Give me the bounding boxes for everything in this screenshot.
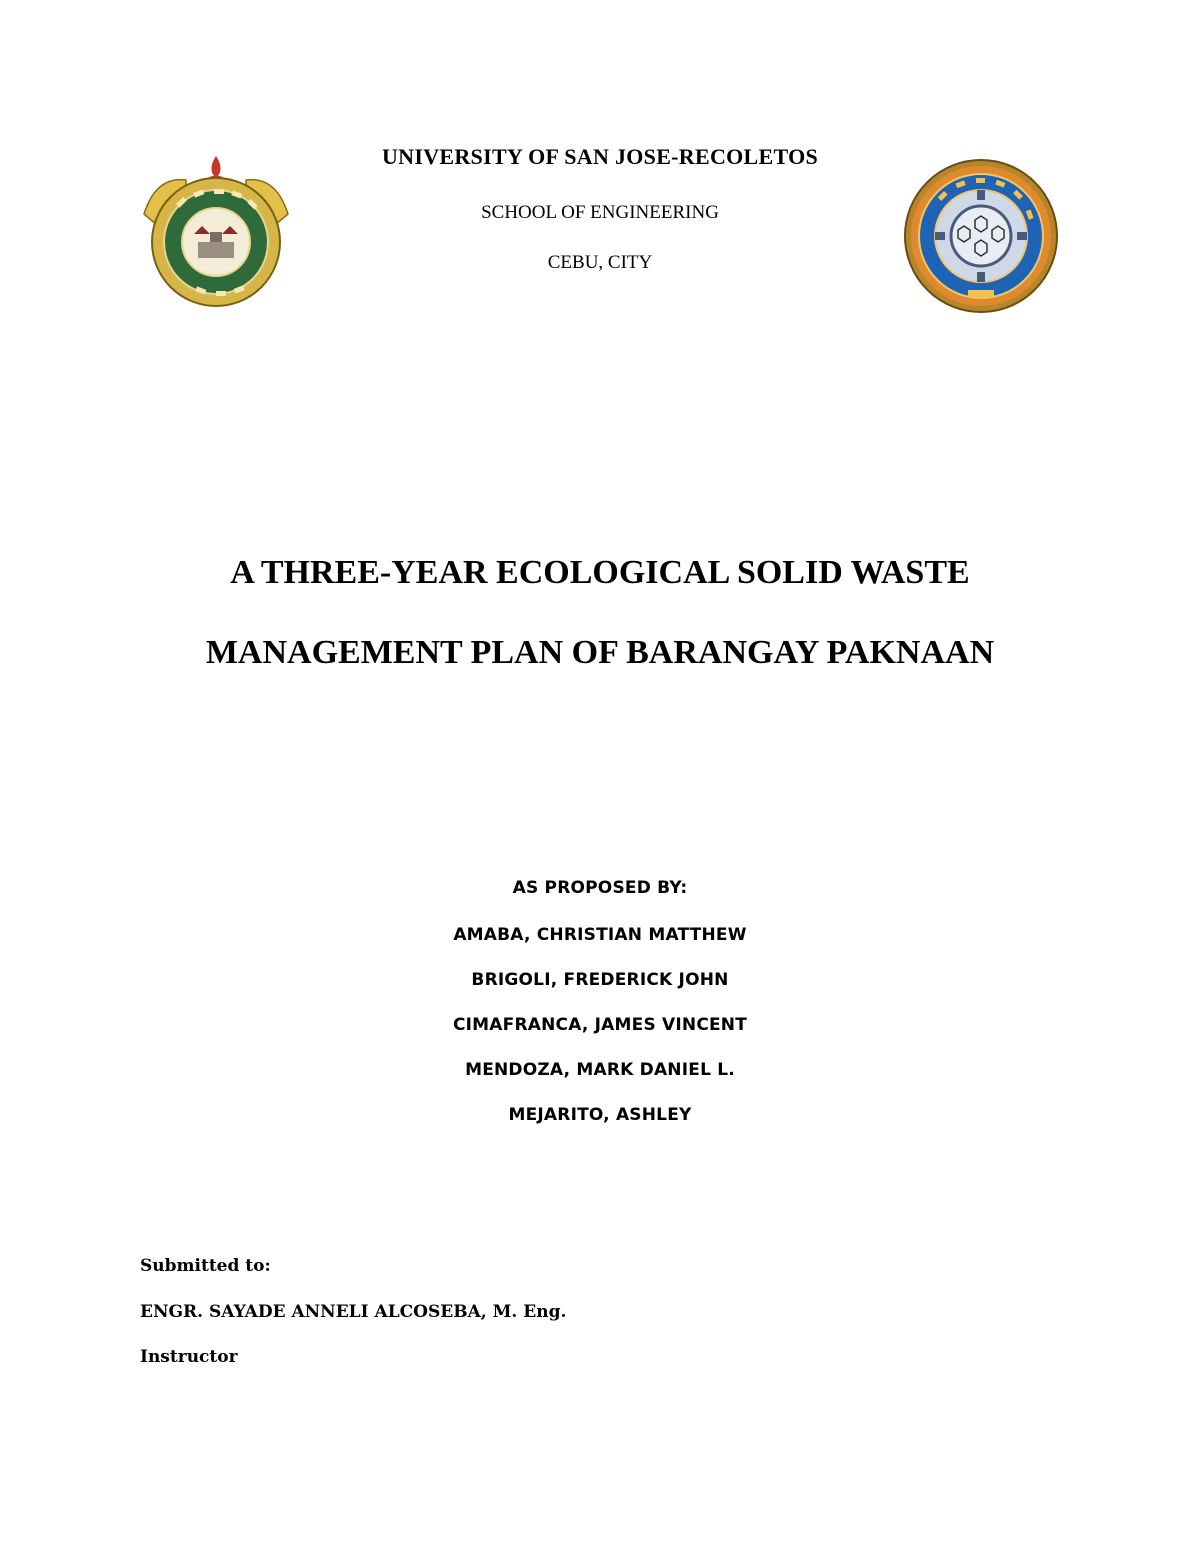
city-name: CEBU, CITY bbox=[547, 252, 653, 273]
author-name: CIMAFRANCA, JAMES VINCENT bbox=[452, 1015, 748, 1035]
university-seal-icon bbox=[136, 154, 296, 309]
author-name: BRIGOLI, FREDERICK JOHN bbox=[471, 970, 729, 990]
instructor-role: Instructor bbox=[140, 1347, 238, 1367]
university-name: UNIVERSITY OF SAN JOSE-RECOLETOS bbox=[381, 144, 819, 169]
engineering-seal-icon bbox=[898, 158, 1064, 314]
page-title-line-2: MANAGEMENT PLAN OF BARANGAY PAKNAAN bbox=[205, 634, 995, 671]
submitted-to-label: Submitted to: bbox=[140, 1256, 271, 1276]
author-name: MENDOZA, MARK DANIEL L. bbox=[465, 1060, 735, 1080]
proposed-by-heading: AS PROPOSED BY: bbox=[512, 878, 688, 898]
school-name: SCHOOL OF ENGINEERING bbox=[481, 202, 719, 223]
author-name: AMABA, CHRISTIAN MATTHEW bbox=[453, 925, 747, 945]
author-list bbox=[0, 924, 1200, 1149]
page-title-line-1: A THREE-YEAR ECOLOGICAL SOLID WASTE bbox=[230, 554, 970, 591]
author-name: MEJARITO, ASHLEY bbox=[508, 1105, 692, 1125]
instructor-name: ENGR. SAYADE ANNELI ALCOSEBA, M. Eng. bbox=[140, 1302, 567, 1322]
